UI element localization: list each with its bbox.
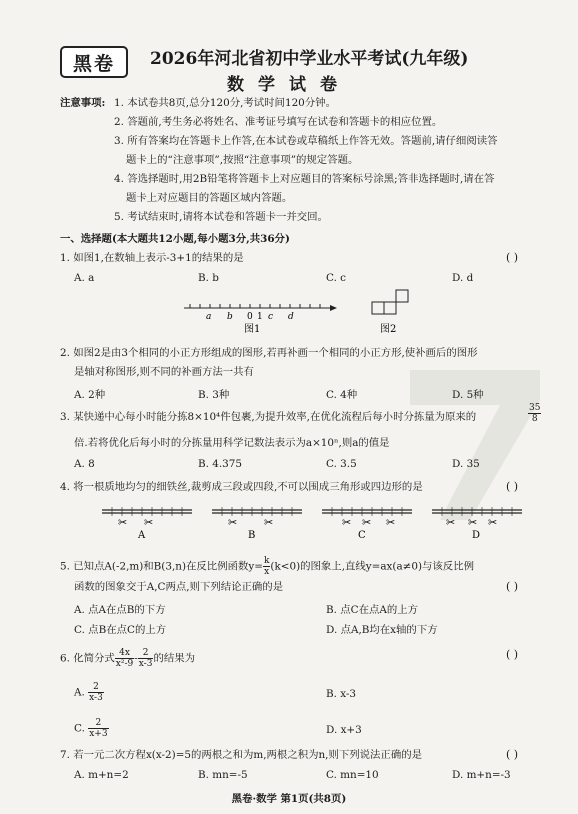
fraction-numerator: 35 [529, 403, 541, 413]
notes-label: 注意事项: [60, 97, 106, 109]
page-footer: 黑卷·数学 第1页(共8页) [231, 793, 347, 805]
note-item: 题卡上的“注意事项”,按照“注意事项”的规定答题。 [126, 154, 359, 166]
q1-stem: 1. 如图1,在数轴上表示-3+1的结果的是 [60, 252, 244, 264]
q5-stem-b: (k<0)的图象上,直线y=ax(a≠0)与该反比例 [270, 560, 474, 573]
q3-stem-line: 倍.若将优化后每小时的分拣量用科学记数法表示为a×10ⁿ,则a的值是 [74, 437, 390, 449]
q6-answer-paren: ( ) [506, 648, 519, 661]
q2-option: C. 4种 [326, 389, 358, 401]
option-label: D [472, 530, 481, 541]
svg-text:✂: ✂ [386, 516, 396, 529]
note-item: 4. 答选择题时,用2B铅笔将答题卡上对应题目的答案标号涂黑;答非选择题时,请在答 [114, 173, 495, 185]
axis-label: 1 [257, 312, 263, 322]
fraction-denominator: 8 [531, 414, 538, 424]
q5-option: D. 点A,B均在x轴的下方 [326, 624, 438, 636]
q5-stem-a: 5. 已知点A(-2,m)和B(3,n)在反比例函数y= [60, 560, 263, 573]
option-label: A. [74, 686, 85, 699]
axis-label: c [268, 312, 274, 322]
figure-caption: 图1 [244, 324, 261, 335]
axis-label: d [288, 312, 294, 322]
q4-answer-paren: ( ) [506, 480, 519, 493]
brand-badge: 黑卷 [60, 46, 128, 78]
q5-option: A. 点A在点B的下方 [74, 604, 166, 616]
fraction-numerator: 2 [138, 648, 154, 659]
q1-answer-paren: ( ) [506, 251, 519, 264]
q3-option: B. 4.375 [198, 458, 242, 470]
option-label: C [358, 530, 366, 541]
note-item: 2. 答题前,考生务必将姓名、准考证号填写在试卷和答题卡的相应位置。 [114, 116, 443, 128]
fraction-numerator: 2 [88, 718, 108, 729]
q3-stem-line: 3. 某快递中心每小时能分拣8×10⁴件包裹,为提升效率,在优化流程后每小时分拣量为原来的 [60, 411, 477, 423]
q2-stem-line: 是轴对称图形,则不同的补画方法一共有 [74, 366, 254, 378]
svg-text:✂: ✂ [446, 516, 456, 529]
q6-stem [60, 648, 195, 669]
svg-text:✂: ✂ [488, 516, 498, 529]
fraction-denominator: x+3 [89, 729, 108, 739]
q1-option: C. c [326, 272, 347, 284]
svg-text:✂: ✂ [144, 516, 154, 529]
fraction-numerator: 2 [88, 682, 104, 693]
note-item: 3. 所有答案均在答题卡上作答,在本试卷或草稿纸上作答无效。答题前,请仔细阅读答 [114, 135, 498, 147]
svg-text:✂: ✂ [362, 516, 372, 529]
squares-figure [368, 288, 428, 336]
q7-option: C. mn=10 [326, 769, 379, 781]
fraction-numerator: k [263, 556, 270, 566]
q7-answer-paren: ( ) [506, 748, 519, 761]
number-line-figure [180, 288, 340, 336]
figure-caption: 图2 [380, 324, 397, 335]
note-item: 1. 本试卷共8页,总分120分,考试时间120分钟。 [114, 97, 336, 109]
q5-stem-line [60, 556, 474, 577]
q4-stem: 4. 将一根质地均匀的细铁丝,裁剪成三段或四段,不可以围成三角形或四边形的是 [60, 481, 423, 493]
axis-label: a [206, 312, 212, 322]
q3-option: A. 8 [74, 458, 95, 470]
option-fraction [88, 682, 104, 703]
fraction-denominator: x²-9 [115, 659, 134, 669]
q5-option: C. 点B在点C的上方 [74, 624, 167, 636]
option-label: C. [74, 722, 85, 735]
q5-option: B. 点C在点A的上方 [326, 604, 419, 616]
svg-text:✂: ✂ [468, 516, 478, 529]
option-label: B [248, 530, 256, 541]
q7-option: B. mn=-5 [198, 769, 248, 781]
svg-text:✂: ✂ [228, 516, 238, 529]
q2-option: A. 2种 [74, 389, 106, 401]
q6-option-c [74, 718, 109, 739]
section-heading: 一、选择题(本大题共12小题,每小题3分,共36分) [60, 233, 290, 245]
svg-text:✂: ✂ [342, 516, 352, 529]
q2-option: B. 3种 [198, 389, 230, 401]
q3-fraction [528, 403, 541, 424]
q6-fraction-2 [138, 648, 154, 669]
fraction-denominator: x-3 [89, 693, 103, 703]
fraction-numerator: 4x [115, 648, 134, 659]
q6-stem-b: 的结果为 [153, 652, 195, 665]
wire-cut-figures [96, 498, 536, 542]
note-item: 5. 考试结束时,请将本试卷和答题卡一并交回。 [114, 211, 328, 223]
q1-option: B. b [198, 272, 219, 284]
q2-stem-line: 2. 如图2是由3个相同的小正方形组成的图形,若再补画一个相同的小正方形,使补画后的图形 [60, 347, 478, 359]
q7-stem: 7. 若一元二次方程x(x-2)=5的两根之和为m,两根之积为n,则下列说法正确的是 [60, 749, 422, 761]
q6-option-a [74, 682, 104, 703]
q6-fraction-1 [115, 648, 134, 669]
option-fraction [88, 718, 108, 739]
q5-answer-paren: ( ) [506, 580, 519, 593]
q3-option: C. 3.5 [326, 458, 357, 470]
option-label: A [138, 530, 146, 541]
axis-label: b [227, 312, 233, 322]
q1-option: D. d [452, 272, 474, 284]
fraction-denominator: x [264, 567, 270, 577]
q6-option-b: B. x-3 [326, 688, 357, 700]
q7-option: D. m+n=-3 [452, 769, 511, 781]
q6-option-d: D. x+3 [326, 724, 362, 736]
note-item: 题卡上对应题目的答题区域内答题。 [126, 192, 293, 204]
exam-subtitle: 数学试卷 [227, 75, 351, 95]
q3-option: D. 35 [452, 458, 480, 470]
q1-option: A. a [74, 272, 95, 284]
minus-sign: - [134, 652, 138, 665]
svg-text:✂: ✂ [264, 516, 274, 529]
q6-stem-a: 6. 化简分式 [60, 652, 115, 665]
exam-title: 2026年河北省初中学业水平考试(九年级) [150, 49, 469, 69]
q2-option: D. 5种 [452, 389, 484, 401]
q5-stem-line: 函数的图象交于A,C两点,则下列结论正确的是 [74, 581, 284, 593]
fraction-denominator: x-3 [138, 659, 153, 669]
q7-option: A. m+n=2 [74, 769, 129, 781]
axis-label: 0 [247, 312, 253, 322]
svg-text:✂: ✂ [118, 516, 128, 529]
